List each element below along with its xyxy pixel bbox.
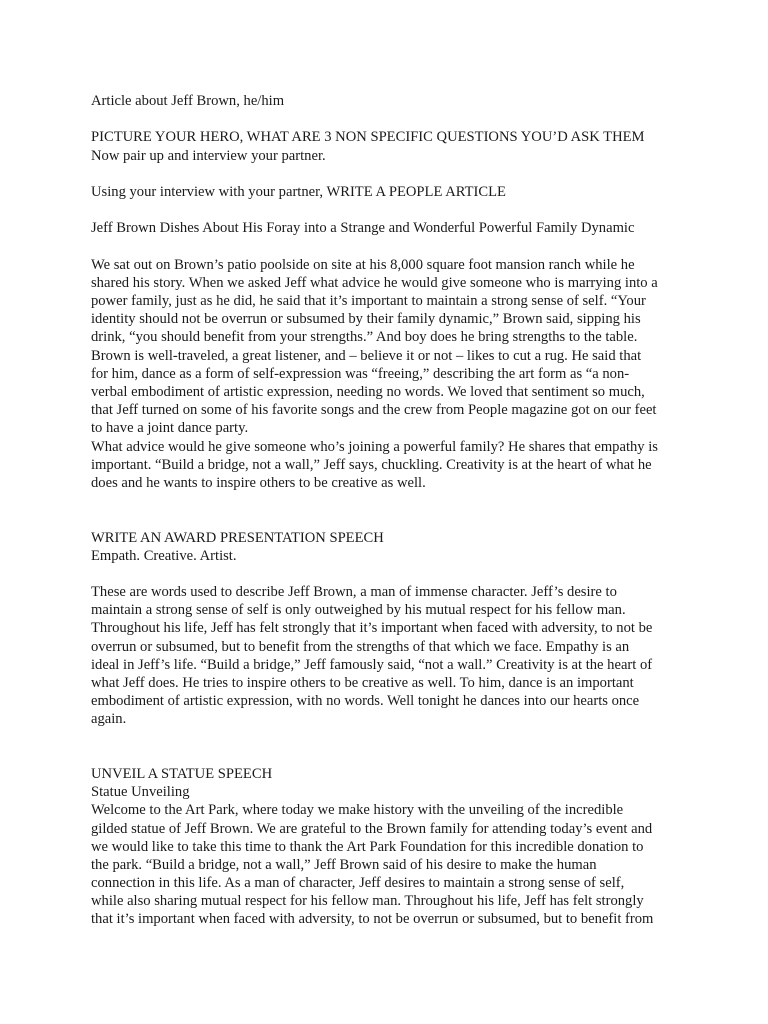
text-line: power family, just as he did, he said that it’s important to maintain a strong sense of self. “Your <box>91 293 646 310</box>
text-line: We sat out on Brown’s patio poolside on site at his 8,000 square foot mansion ranch while he <box>91 256 635 273</box>
text-line: shared his story. When we asked Jeff what advice he would give someone who is marrying into a <box>91 274 658 291</box>
prompt-hero: PICTURE YOUR HERO, WHAT ARE 3 NON SPECIFIC QUESTIONS YOU’D ASK THEM <box>91 129 645 146</box>
prompt-pair: Now pair up and interview your partner. <box>91 147 326 164</box>
spacer <box>91 110 681 128</box>
spacer <box>91 492 681 528</box>
text-line: for him, dance as a form of self-expression was “freeing,” describing the art form as “a non- <box>91 365 630 382</box>
article-paragraph-1 <box>91 256 681 438</box>
text-line: overrun or subsumed, but to benefit from the strengths of that which we face. Empathy is an <box>91 638 630 655</box>
text-line: again. <box>91 711 127 728</box>
intro-line: Article about Jeff Brown, he/him <box>91 93 285 109</box>
text-line: ideal in Jeff’s life. “Build a bridge,” Jeff famously said, “not a wall.” Creativity is at the heart of <box>91 656 653 673</box>
text-line: what Jeff does. He tries to inspire others to be creative as well. To him, dance is an important <box>91 675 634 692</box>
text-line: connection in this life. As a man of character, Jeff desires to maintain a strong sense of self, <box>91 875 625 892</box>
text-line: Throughout his life, Jeff has felt strongly that it’s important when faced with adversity, to not be <box>91 620 653 637</box>
text-line: that it’s important when faced with adversity, to not be overrun or subsumed, but to benefit from <box>91 911 654 928</box>
document-page <box>91 92 681 929</box>
award-heading: WRITE AN AWARD PRESENTATION SPEECH <box>91 529 384 546</box>
statue-heading: UNVEIL A STATUE SPEECH <box>91 765 273 782</box>
spacer <box>91 165 681 183</box>
text-line: the park. “Build a bridge, not a wall,” Jeff Brown said of his desire to make the human <box>91 856 597 873</box>
text-line: does and he wants to inspire others to be creative as well. <box>91 474 426 491</box>
text-line: verbal embodiment of artistic expression, needing no words. We loved that sentiment so much, <box>91 384 645 400</box>
spacer <box>91 201 681 219</box>
text-line: These are words used to describe Jeff Brown, a man of immense character. Jeff’s desire to <box>91 584 617 601</box>
text-line: identity should not be overrun or subsumed by their family dynamic,” Brown said, sipping his <box>91 311 641 328</box>
text-line: embodiment of artistic expression, with no words. Well tonight he dances into our hearts once <box>91 693 640 710</box>
statue-subheading: Statue Unveiling <box>91 784 190 801</box>
text-line: we would like to take this time to thank the Art Park Foundation for this incredible donation to <box>91 838 644 855</box>
text-line: that Jeff turned on some of his favorite songs and the crew from People magazine got on our feet <box>91 402 657 419</box>
spacer <box>91 238 681 256</box>
text-line: Welcome to the Art Park, where today we make history with the unveiling of the incredible <box>91 802 624 819</box>
text-line: maintain a strong sense of self is only outweighed by his mutual respect for his fellow man. <box>91 602 626 619</box>
text-line: to have a joint dance party. <box>91 420 249 437</box>
text-line: drink, “you should benefit from your strengths.” And boy does he bring strengths to the table. <box>91 329 638 346</box>
spacer <box>91 729 681 765</box>
text-line: Brown is well-traveled, a great listener, and – believe it or not – likes to cut a rug. He said that <box>91 347 642 364</box>
award-paragraph <box>91 583 681 729</box>
article-paragraph-2 <box>91 438 681 493</box>
article-title: Jeff Brown Dishes About His Foray into a Strange and Wonderful Powerful Family Dynamic <box>91 220 635 237</box>
text-line: What advice would he give someone who’s joining a powerful family? He shares that empathy is <box>91 438 658 455</box>
text-line: important. “Build a bridge, not a wall,” Jeff says, chuckling. Creativity is at the heart of what he <box>91 456 652 473</box>
prompt-article: Using your interview with your partner, WRITE A PEOPLE ARTICLE <box>91 183 506 200</box>
spacer <box>91 565 681 583</box>
award-subheading: Empath. Creative. Artist. <box>91 547 237 564</box>
text-line: gilded statue of Jeff Brown. We are grateful to the Brown family for attending today’s event and <box>91 820 653 837</box>
statue-paragraph <box>91 801 681 928</box>
text-line: while also sharing mutual respect for his fellow man. Throughout his life, Jeff has felt strongly <box>91 893 644 910</box>
